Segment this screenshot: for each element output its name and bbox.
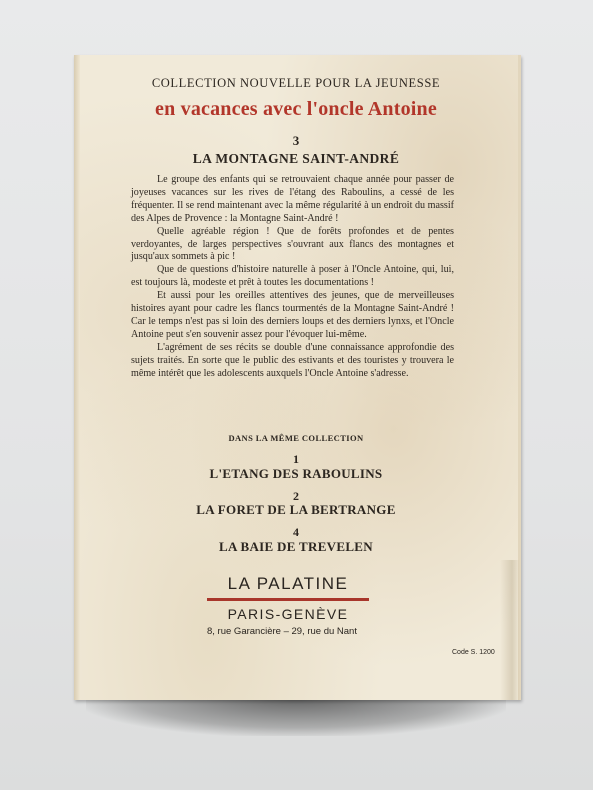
blurb-paragraph: L'agrément de ses récits se double d'une connaissance approfondie des sujets traités. En sorte que le public des estivants et des touristes y trouvera le même intérêt que les adolescents auxquels l'Oncle Antoine s'adresse. [131, 341, 454, 379]
blurb-paragraph: Quelle agréable région ! Que de forêts profondes et de pentes verdoyantes, de larges perspectives s'ouvrant aux flancs des montagnes et jusqu'aux sommets à pic ! [131, 225, 454, 263]
publisher-cities: PARIS-GENÈVE [227, 606, 349, 622]
book-number: 4 [293, 525, 299, 539]
publisher-rule [207, 598, 369, 601]
book-title: LA FORET DE LA BERTRANGE [196, 502, 396, 517]
book-title: L'ETANG DES RABOULINS [209, 466, 383, 481]
collection-title: COLLECTION NOUVELLE POUR LA JEUNESSE [151, 76, 441, 90]
blurb-paragraph: Que de questions d'histoire naturelle à poser à l'Oncle Antoine, qui, lui, est toujours là, modeste et prêt à toutes les documentations ! [131, 264, 454, 289]
volume-number: 3 [292, 133, 300, 148]
publisher-name: LA PALATINE [227, 574, 349, 593]
book-number: 2 [293, 489, 299, 503]
blurb-paragraph: Le groupe des enfants qui se retrouvaient chaque année pour passer de joyeuses vacances sur les rives de l'étang des Raboulins, a cessé de les fréquenter. Il se rend maintenant avec la même régularité à un endroit du massif des Alpes de Provence : la Montagne Saint-André ! [131, 174, 454, 224]
series-title: en vacances avec l'oncle Antoine [155, 98, 437, 120]
blurb [131, 174, 454, 381]
book-number: 1 [293, 452, 299, 466]
same-collection-heading: DANS LA MÊME COLLECTION [228, 433, 364, 443]
price-code: Code S. 1200 [452, 649, 495, 656]
publisher-address: 8, rue Garancière – 29, rue du Nant [207, 626, 357, 637]
blurb-paragraph: Et aussi pour les oreilles attentives des jeunes, que de merveilleuses histoires ayant pour cadre les flancs tourmentés de la Montagne Saint-André ! Car le temps n'est pas si loin des derniers loups et des derniers lynxs, et l'Oncle Antoine peut s'en souvenir assez pour l'évoquer lui-même. [131, 290, 454, 340]
volume-title: LA MONTAGNE SAINT-ANDRÉ [192, 151, 400, 166]
book-title: LA BAIE DE TREVELEN [219, 539, 373, 554]
worn-edge [500, 560, 520, 700]
